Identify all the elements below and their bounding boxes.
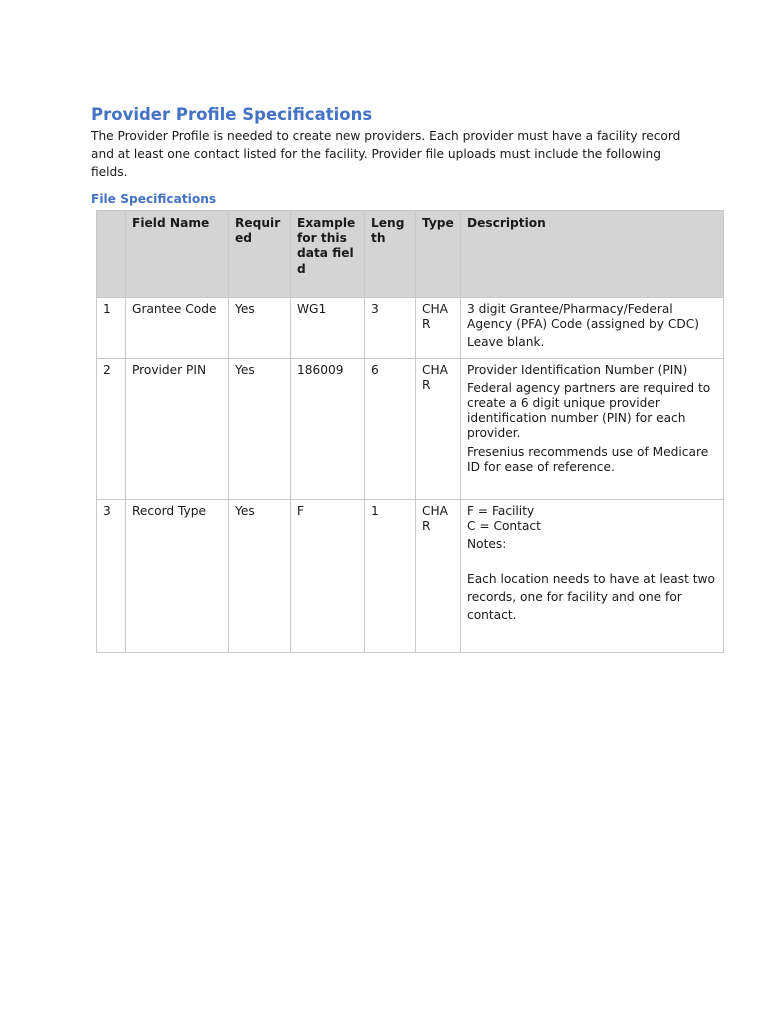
spacer (467, 555, 717, 570)
table-row (97, 298, 724, 359)
cell-field-name: Grantee Code (126, 298, 229, 359)
header-field-name: Field Name (126, 211, 229, 298)
cell-example: 186009 (291, 358, 365, 499)
description-line: Provider Identification Number (PIN) (467, 362, 688, 377)
cell-number: 3 (97, 499, 126, 652)
cell-number: 2 (97, 358, 126, 499)
description-line: Notes: (467, 537, 507, 552)
header-required: Required (229, 211, 291, 298)
cell-field-name: Provider PIN (126, 358, 229, 499)
section-heading: File Specifications (91, 192, 217, 206)
cell-field-name: Record Type (126, 499, 229, 652)
cell-length: 6 (365, 358, 416, 499)
description-line: C = Contact (467, 518, 541, 533)
cell-description (461, 358, 724, 499)
description-line: Federal agency partners are required to create a 6 digit unique provider identification number (PIN) for each provider. (467, 380, 711, 441)
cell-number: 1 (97, 298, 126, 359)
file-specifications-table (96, 210, 724, 653)
cell-required: Yes (229, 358, 291, 499)
cell-description (461, 499, 724, 652)
header-type: Type (416, 211, 461, 298)
table-row (97, 499, 724, 652)
header-example: Example for this data field (291, 211, 365, 298)
cell-required: Yes (229, 298, 291, 359)
cell-type: CHAR (416, 298, 461, 359)
description-line: Each location needs to have at least two records, one for facility and one for contact. (467, 572, 715, 623)
cell-type: CHAR (416, 499, 461, 652)
cell-required: Yes (229, 499, 291, 652)
cell-length: 1 (365, 499, 416, 652)
table-header-row (97, 211, 724, 298)
description-line: Leave blank. (467, 335, 545, 350)
description-line: Fresenius recommends use of Medicare ID for ease of reference. (467, 444, 709, 474)
header-description: Description (461, 211, 724, 298)
cell-type: CHAR (416, 358, 461, 499)
page-title: Provider Profile Specifications (91, 105, 373, 124)
description-line: 3 digit Grantee/Pharmacy/Federal Agency (PFA) Code (assigned by CDC) (467, 302, 699, 332)
cell-example: F (291, 499, 365, 652)
cell-example: WG1 (291, 298, 365, 359)
cell-length: 3 (365, 298, 416, 359)
header-number (97, 211, 126, 298)
cell-description (461, 298, 724, 359)
table-row (97, 358, 724, 499)
description-line: F = Facility (467, 503, 535, 518)
intro-paragraph: The Provider Profile is needed to create new providers. Each provider must have a facility record and at least one contact listed for the facility. Provider file uploads must include the following fields. (91, 129, 681, 179)
header-length: Length (365, 211, 416, 298)
